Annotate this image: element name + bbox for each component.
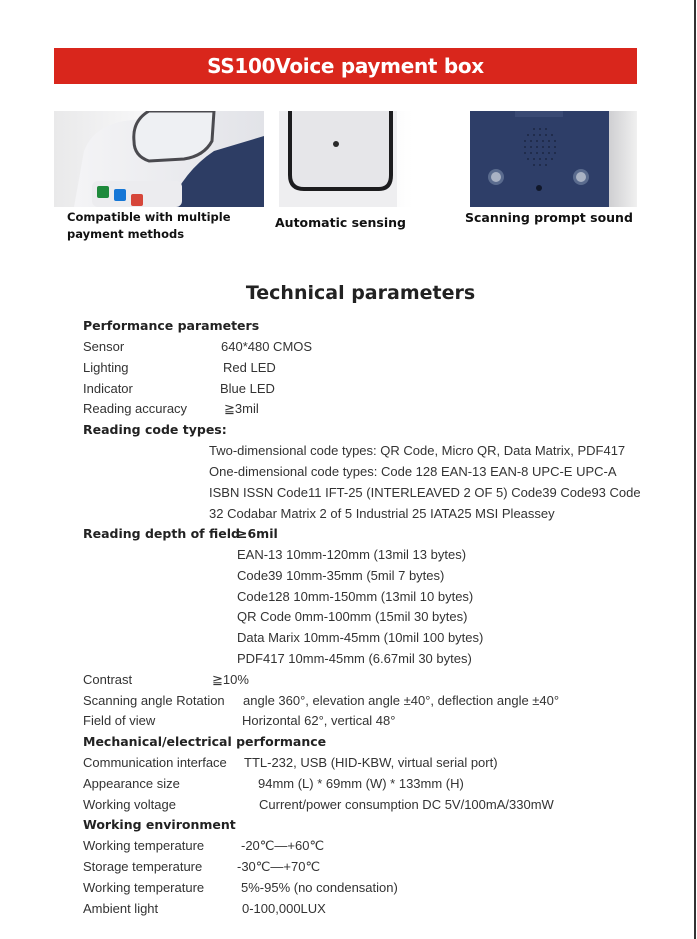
depth-of-field-line: Code39 10mm-35mm (5mil 7 bytes) — [237, 568, 445, 583]
section-heading-mechanical: Mechanical/electrical performance — [83, 734, 327, 749]
spec-label: Scanning angle Rotation — [83, 693, 225, 708]
product-title: SS100Voice payment box — [207, 54, 484, 78]
spec-value: Horizontal 62°, vertical 48° — [242, 713, 396, 728]
code-types-line: One-dimensional code types: Code 128 EAN-13 EAN-8 UPC-E UPC-A — [209, 464, 617, 479]
speaker-grille-image — [470, 111, 637, 207]
code-types-line: ISBN ISSN Code11 IFT-25 (INTERLEAVED 2 OF 5) Code39 Code93 Code — [209, 485, 641, 500]
feature-caption-prompt-sound: Scanning prompt sound — [465, 210, 633, 225]
spec-value: 5%-95% (no condensation) — [241, 880, 398, 895]
caption-line: payment methods — [67, 227, 185, 241]
spec-value: 94mm (L) * 69mm (W) * 133mm (H) — [258, 776, 464, 791]
spec-label: Ambient light — [83, 901, 159, 916]
depth-of-field-line: QR Code 0mm-100mm (15mil 30 bytes) — [237, 609, 468, 624]
spec-value: angle 360°, elevation angle ±40°, deflection angle ±40° — [243, 693, 560, 708]
spec-label: Reading accuracy — [83, 401, 188, 416]
code-types-line: Two-dimensional code types: QR Code, Micro QR, Data Matrix, PDF417 — [209, 443, 626, 458]
section-heading-code-types: Reading code types: — [83, 422, 227, 437]
spec-value: ≧10% — [212, 672, 249, 687]
depth-of-field-line: PDF417 10mm-45mm (6.67mil 30 bytes) — [237, 651, 472, 666]
spec-value: 0-100,000LUX — [242, 901, 326, 916]
spec-value: 640*480 CMOS — [221, 339, 313, 354]
spec-label: Working voltage — [83, 797, 176, 812]
payment-box-front-image — [54, 111, 264, 207]
spec-label: Working temperature — [83, 838, 205, 853]
technical-parameters-title: Technical parameters — [245, 282, 476, 304]
spec-value: -20℃—+60℃ — [241, 838, 325, 853]
spec-value: TTL-232, USB (HID-KBW, virtual serial port) — [244, 755, 498, 770]
feature-caption-automatic-sensing: Automatic sensing — [275, 215, 407, 230]
product-title-banner — [54, 48, 637, 84]
depth-of-field-line: Data Marix 10mm-45mm (10mil 100 bytes) — [237, 630, 484, 645]
spec-label: Communication interface — [83, 755, 227, 770]
page-right-border — [694, 0, 696, 939]
feature-caption-payment-methods — [67, 209, 267, 243]
code-types-line: 32 Codabar Matrix 2 of 5 Industrial 25 IATA25 MSI Pleassey — [209, 506, 555, 521]
depth-of-field-value: ≥6mil — [237, 526, 278, 541]
spec-label: Appearance size — [83, 776, 180, 791]
spec-label: Storage temperature — [83, 859, 203, 874]
spec-label: Working temperature — [83, 880, 205, 895]
spec-label: Sensor — [83, 339, 125, 354]
sensor-window-image — [279, 111, 413, 207]
section-heading-environment: Working environment — [83, 817, 236, 832]
depth-of-field-line: EAN-13 10mm-120mm (13mil 13 bytes) — [237, 547, 467, 562]
caption-line: Compatible with multiple — [67, 210, 231, 224]
section-heading-performance: Performance parameters — [83, 318, 260, 333]
spec-value: Current/power consumption DC 5V/100mA/330mW — [259, 797, 554, 812]
spec-value: ≧3mil — [224, 401, 259, 416]
spec-label: Indicator — [83, 381, 133, 396]
spec-value: Blue LED — [220, 381, 275, 396]
spec-value: -30℃—+70℃ — [237, 859, 321, 874]
spec-label: Lighting — [83, 360, 129, 375]
spec-value: Red LED — [223, 360, 276, 375]
spec-label: Contrast — [83, 672, 133, 687]
spec-label: Field of view — [83, 713, 156, 728]
depth-of-field-line: Code128 10mm-150mm (13mil 10 bytes) — [237, 589, 474, 604]
section-heading-depth-of-field: Reading depth of field — [83, 526, 240, 541]
